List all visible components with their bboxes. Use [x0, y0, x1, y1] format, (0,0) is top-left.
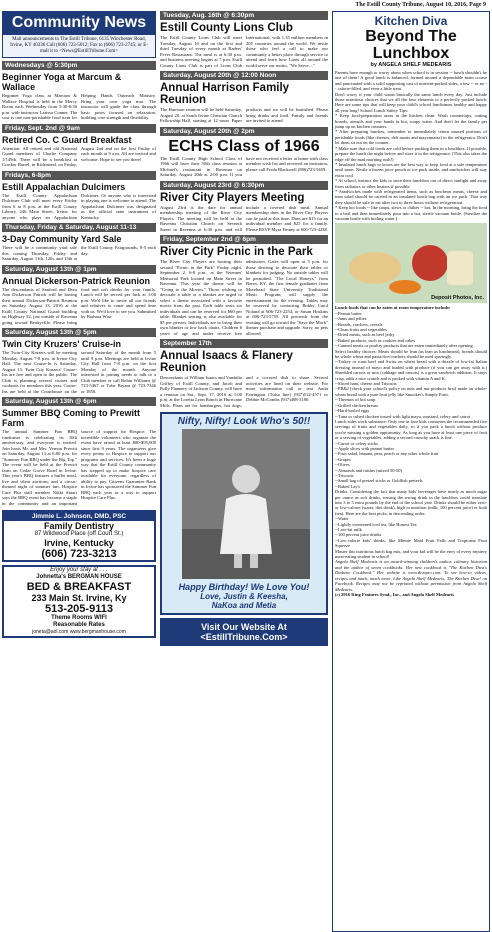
article-list: --Sliced ham, cheese and Triscuits --PB&J (check your school's policy on nuts and nut products first) made on whole-wheat bread with a pure fruit jelly like Smucker's Simply Fruit. --Thermos of hot soup --Grilled chicken breast --Hard-boiled eggs --Tuna or cubed chicken tossed with light mayo, mustard, celery and carrot [335, 381, 487, 419]
event-title: Estill Appalachian Dulcimers [2, 181, 126, 192]
event-title: Estill County Lions Club [160, 22, 293, 34]
website-label: Visit Our Website At [201, 622, 287, 632]
article-title: Beyond The Lunchbox [365, 28, 457, 62]
event-text: The Estill County Appalachian Dulcimer Club will meet every Friday from 6 to 8 p.m. at the Estill County Library, 246 Main Street, Irvine, for anyone who plays an Appalachian Dulcimer. Or anyone who is interested in playing one is welcome to attend. The Appalachian Dulcimer was designated as the official state instrument of Kentucky. [2, 192, 156, 220]
event-date: Saturday, August 13th @ 5pm [2, 328, 156, 337]
photo-caption: Nifty, Nifty! Look Who's 50!! [177, 416, 311, 427]
article-paragraph: * Sandwiches made with refrigerated items, such as luncheon meats, cheese and tuna salad should be carried in an insulated lunch bag with an ice pack. That way they should be safe to eat after two to three hours without refrigeration. [335, 188, 487, 205]
article-paragraph: Parents have enough to worry about when school is in session -- lunch shouldn't be one of them! A good lunch is balanced, formed around a dependable main course and punctuated with a solid supporting cast of nutrient-packed sides, a few -- or no -- calorie-filled, and even a little treat. [335, 70, 487, 92]
article-list: --Carrot or celery sticks --Apple slices with peanut butter --Fruit salad, banana, pear, peach or any other whole fruit --Grapes --Olives --Almonds and raisins (mixed 50-50) --Triscuits --Small bag of pretzel sticks or Goldfish pretzels --Baked Lay's [335, 440, 439, 489]
article-paragraph: * At school, instruct the kids to store their lunchbox out of direct sunlight and away from radiators or other heaters if possible. [335, 178, 487, 189]
article-paragraph: * Make sure that cold foods are cold before packing them in a lunchbox. If possible, prepare the lunch the night before and store it in the refrigerator. (This also takes the edge off the mad morning rush!) [335, 145, 487, 162]
event-date: Saturday, August 13th @ 6pm [2, 397, 156, 406]
community-news-contact: Mail announcements to The Estill Tribune, 6135 Winchester Road, Irvine, KY 40336 Call (606) 723-5012; Fax to (606) 723-2745; or E-mail it to <News@EstillTribune.Com> [2, 35, 156, 58]
event-date: September 17th [160, 339, 328, 348]
event-date: Saturday, August 23rd @ 6:30pm [160, 181, 328, 190]
event-text: Attention: All retired and old National Guard members of Charlie Company 1/149th. There will be a breakfast at Cracker Barrel, in Richmond, on Friday, August 2nd and on the first Friday of each month at 9 a.m. All are invited and welcome. Hope to see you there! [2, 145, 156, 167]
column-kitchen-diva [332, 11, 490, 932]
event-date: Friday, Sept. 2nd @ 9am [2, 124, 156, 133]
article-paragraph: Lunch sides work substance: Only one in four kids consumes the recommended five servings of fruits and vegetables daily, so if you pack a lunch without produce you're missing a golden opportunity. As long as you have at least one piece of fruit or a serving of vegetables, adding a second crunchy snack is fine. [335, 418, 487, 441]
event-text: The River City Players are hosting their second "Picnic in the Park" Friday night, September 2, 6-8 p.m., at the Veterans' Memorial Park located on Main Street in Ravenna. This year the theme will be "Going to the Movies." Those wishing to decorate a table or a blanket are urged to select a theme associated with a favorite movie from the past. Each table seats six individuals and can be reserved for $60 per table. Blanket seating is also available for $5 per person. Individuals are to bring their own blanket or low back chairs. Children 6 years of age and under receive free admission. Gates will open at 5 p.m. for those desiring to decorate their tables or blankets for judging. No outside tables will be permitted. "The Local Honeys," from Berea, KY, the first female graduates from Morehead State University Traditional Music Program, will supply the entertainment for the evening. Tables may be reserved by contacting Bobby Carol Noland at 606-723-2254, or Susan Hoskins at 606-723-5755. All proceeds from the evening will go toward the "Save the Mack" theater purchase and upgrade. Sorry, no pets allowed. [160, 259, 328, 336]
dentist-ad [2, 510, 156, 562]
dentist-name: Jimmie L. Johnson, DMD, PSC [4, 512, 154, 521]
event-title: River City Players Meeting [160, 191, 305, 204]
dentist-address: 87 Wildwood Place (off Court St.) [34, 531, 124, 537]
event-text: Beginner Yoga class at Marcum & Wallace Hospital is held in the Mercy Room each Wednesday from 5:30-6:30 p.m. with instructor Larissa Conner. The cost is one non-perishable food item for Helping Hands Outreach Ministry. Bring your own yoga mat. The instructor will guide the class through basic poses focused on relaxation, building core strength and flexibility. [2, 93, 156, 120]
event-title: Summer BBQ Coming to Prewitt Farm [2, 408, 141, 428]
event-text: The Harrison reunion will be held Saturday, August 20, at South Irvine Christian Church Fellowship Hall, starting at 12 noon. Paper products and ice will be furnished. Please bring drinks and food. Family and friends are invited to attend. [160, 107, 328, 123]
article-paragraph: --Turkey or roast beef and Swiss on wheat bread with a drizzle of low-fat Italian dressing instead of mayo and loaded with produce (if you can get away with it.) Shredded carrots or mix (cabbage and carrots) is a great sandwich addition. It stays crisp, adds a nice crunch and is packed with vitamin A and K. [335, 359, 487, 381]
article-paragraph: * Keep food-preparation areas in the kitchen clean. Wash countertops, cutting boards, utensils and your hands in hot, soapy water. And don't let the family pet jump up on kitchen counters. [335, 113, 487, 130]
photo-credit: Deposit Photos, Inc. [431, 295, 484, 302]
website-banner[interactable] [160, 618, 328, 646]
bnb-phone: 513-205-9113 [45, 603, 113, 615]
column-events [160, 11, 328, 932]
event-text: The Twin-City Kruzers will be meeting Monday, August 7-8 p.m. in Irvine City Hall. The next Cruise-In is Saturday, August 13. Twin City Kruzers' Cruise-Ins are free and open to the public. The Club is planning several cruises and cookouts for members this year. Cruise-Ins are held at the Courthouse on the second Saturday of the month from 5 until 9 p.m. Meetings are held at Irvine City Hall from 7-8 p.m. on the first Monday of the month. Anyone interested in joining needs to talk to a Club member or call Robin Williams @ 723-5467 or Tobe Bryant @ 723-7346 or 1858. [2, 350, 156, 394]
bnb-address: 233 Main St. Irvine, Ky [31, 593, 127, 603]
column-community [2, 11, 156, 932]
event-text: The descendants of Sanford and Dora Ann Dickerson Patrick will be having their annual Dickerson-Patrick Reunion on Saturday, August 13, 2016 at the Estill County National Guard building on Highway 52, just outside of Ravenna going toward Beattyville. Please bring food and soft drinks for your family. Lunch will be served per luck at 1:00 p.m. We'd like to invite all our friends and relatives to come and spend time with us. We'd love to see you. Submitted by Barbara Wise [2, 286, 156, 325]
bnb-house: Johnetta's BERGMAN HOUSE [36, 574, 122, 580]
event-date: Saturday, August 20th @ 12:00 Noon [160, 71, 328, 80]
event-date: Fridays, 6-8pm [2, 171, 156, 180]
event-title: Retired Co. C Guard Breakfast [2, 134, 132, 145]
lunch-photo [335, 223, 487, 303]
birthday-from: Love, Justin & Keesha, [200, 592, 288, 601]
copyright: (c) 2016 King Features Synd., Inc., and Angela Shelf Medearis [335, 591, 455, 597]
event-date: Wednesdays @ 5:30pm [2, 61, 156, 70]
author-bio: Angela Shelf Medearis is an award-winning children's author, culinary historian and the author of seven cookbooks. Her new cookbook is "The Kitchen Diva's Diabetic Cookbook." Her website is www.divapro.com. To see how-to videos, recipes and much, much more, Like Angela Shelf Medearis, The Kitchen Diva! on Facebook. Recipes may not be reprinted without permission from Angela Shelf Medearis. [335, 559, 487, 592]
event-text: The Estill County High School Class of 1966 will have their 50th class reunion at Michael's restaurant in Ravenna on Saturday, August 20th at 2:00 p.m. If you have not received a letter at home with class member wish list and received an invitation, please call Freda Blackwell (806)723-5659. [160, 155, 328, 177]
event-text: There will be a community yard sale this coming Thursday, Friday and Saturday, August 11th, 12th, and 13th at the Estill County Fairgrounds, 8-5 each day. [2, 245, 156, 261]
event-date: Tuesday, Aug. 16th @ 6:30pm [160, 11, 328, 20]
event-text: The Estill County Lions Club will meet Tuesday, August 16 and on the first and third Tuesday of every month at Raders' Fever Restaurant. The meal is at 6:30 p.m. and business meeting begins at 7 p.m. Estill County Lions Club is part of Lions Club International, with 1.35 million members in 205 countries around the world. We invite those who feel a call to make our community a better place through service to attend and learn how Lions all around the world serve our motto, "We Serve...." [160, 35, 328, 68]
event-text: Descendants of William Isaacs and Vandalia Griffey of Estill County, and Jacob and Polly Flannery of Jackson County, will have a reunion on Sat., Sept. 17, 2016 at 1:00 p.m. at the Loretta Lynn Ranch in Hurricane Mills. Plans are for hamburgers, hot dogs, and a covered dish to share. Several activities are lined on their website. For more information call or text Anita Farrington (Tulsa line) (937)512-4571 or Debbie McCombs (937)408-3180. [160, 375, 328, 408]
event-title: River City Picnic in the Park [160, 246, 313, 258]
article-byline: by ANGELA SHELF MEDEARIS [370, 62, 452, 68]
article-paragraph: * After preparing lunches, remember to immediately return unused portions of perishable foods (like cheeses, deli meats and mayonnaise) to the refrigerator. Don't let them sit out on the counter. [335, 129, 487, 146]
bnb-ad [2, 565, 156, 638]
list-caption: Lunch foods that can be eaten at room temperature include: [335, 305, 451, 311]
birthday-ad [160, 412, 328, 615]
event-text: The annual Summer Fun BBQ fundraiser is celebrating its 10th anniversary, and everyone is invited. Join hosts Mr. and Mrs. Vernon Prewitt on Saturday, August 13 at 6:00 p.m. for "Summer Fun BBQ under the Big Top." The event will be held at the Prewitt farm on Cedar Grove Road in Irvine. This year's BBQ features a buffet meal, live and silent auctions, and a circus-themed night of summer fun. Hospice Care Plus staff member Nikki Stuart says the BBQ event has become a staple in the community and an important source of support for Hospice. The incredible volunteers who organize the event have raised at least $80-$95,000 since first 9 years. The organizers give every penny to Hospice to support our programs and services. It's been a huge way that the Estill County community has stepped up to make hospice care available for everyone, regardless of ability to pay. Citizens Guarantee Bank in Irvine has sponsored the Summer Fun BBQ each year as a way to support Hospice Care Plus. [2, 429, 156, 506]
bnb-rooms: Theme Rooms WIFI [51, 615, 107, 621]
event-date: Friday, September 2nd @ 6pm [160, 235, 328, 244]
birthday-photo [182, 429, 306, 579]
kitchen-diva-label: Kitchen Diva [374, 14, 448, 28]
event-title: Beginner Yoga at Marcum & Wallace [2, 72, 122, 92]
event-title: ECHS Class of 1966 [168, 137, 320, 155]
event-date: Thursday, Friday & Saturday, August 11-13 [2, 223, 156, 232]
event-title: Twin City Kruzers' Cruise-in [2, 339, 121, 349]
birthday-message: Happy Birthday! We Love You! [178, 582, 310, 592]
article-paragraph: Select healthy choices: Meats should be lean (as lean as lunchmeat), breads should be whole wheat and pasta/rice/crackers should be used sparingly. [335, 348, 487, 360]
article-paragraph: Drinks: Considering the fact that many kids' beverages have nearly as much sugar per ounce as soft drinks, tossing the wrong drink in the lunchbox could translate into 3 to 5 extra pounds by the end of the school year. Drinks should be either zero- or low-calorie (water, diet drink), high in nutrition (milk, 100 percent juice) or both (tea). Here are the best picks, in descending order: --Water --Lightly sweetened iced tea, like Honest Tea --Low-fat milk --100 percent juice drinks --Low-calorie kids' drinks, like Minute Maid Fruit Falls and Tropicana Fruit Squeeze [335, 489, 487, 549]
event-title: Annual Isaacs & Flanery Reunion [160, 350, 293, 374]
event-title: 3-Day Community Yard Sale [2, 234, 122, 244]
event-text: August 23rd is the date for annual membership meeting of the River City Players. The meeting will be held at the Ravenna Christian Church on Seventh Street in Ravenna at 6:30 p.m. and will include a covered dish meal. Annual membership dues in the River City Players can be paid at this time. Dues are $15 for an individual member and $25 for a family. Please RSVP Myra Finney at 606-723-4238. [160, 204, 328, 232]
room-temp-list: --Peanut butter --Jams and jellies --Breads, crackers, cereals --Clean fruits and vegetables --Dried meats, such as beef jerky --Baked products, such as cookies and cakes --Canned meats or poultry products that are eaten immediately after opening [335, 310, 473, 349]
child-photo-icon [182, 429, 310, 579]
event-date: Saturday, August 13th @ 1pm [2, 265, 156, 274]
lunch-food-icon [335, 223, 487, 303]
bnb-intro: Enjoy your stay at . . . [50, 567, 108, 573]
event-title: Annual Harrison Family Reunion [160, 82, 290, 106]
dentist-subtitle: Family Dentistry [43, 521, 115, 531]
page-header: The Estill County Tribune, August 10, 2016, Page 9 [355, 2, 486, 8]
birthday-names: NaKoa and Metia [211, 601, 277, 610]
website-url[interactable]: <EstillTribune.Com> [200, 632, 288, 642]
community-news-title: Community News [2, 11, 156, 35]
article-paragraph: Master this nutritious lunch bag mix, and your kid will be the envy of every mystery meat-eating student in school! [335, 548, 487, 560]
dentist-phone: (606) 723-3213 [41, 548, 117, 560]
event-title: Annual Dickerson-Patrick Reunion [2, 275, 151, 286]
article-paragraph: * Insulated lunch bags or boxes are the best way to keep food at a safe temperature until noon. Nestle a frozen juice pouch or ice pack inside, and sandwiches will stay extra cool. [335, 161, 487, 178]
article-paragraph: Don't worry if your child wants basically the same lunch every day. Just include those nutritious choices that we all the four elements to a perfectly packed lunch. Here are some tips that will keep your child's school lunchtimes healthy and happy all year long! School Lunch Safety Tips: [335, 91, 487, 113]
bnb-contact[interactable]: joneta@aol.com www.bergmanhouse.com [32, 629, 126, 635]
bnb-rates: Reasonable Rates [53, 622, 105, 628]
event-date: Saturday, August 20th @ 2pm [160, 127, 328, 136]
article-paragraph: * Keep hot foods -- like soups, stews or chilies -- hot. In the morning, bring the food to a boil and then immediately pour into a hot, sterile vacuum bottle. (Sterilize the vacuum bottle with boiling water.) [335, 205, 487, 221]
bnb-title: BED & BREAKFAST [26, 581, 132, 593]
dentist-city: Irvine, Kentucky [44, 538, 114, 548]
